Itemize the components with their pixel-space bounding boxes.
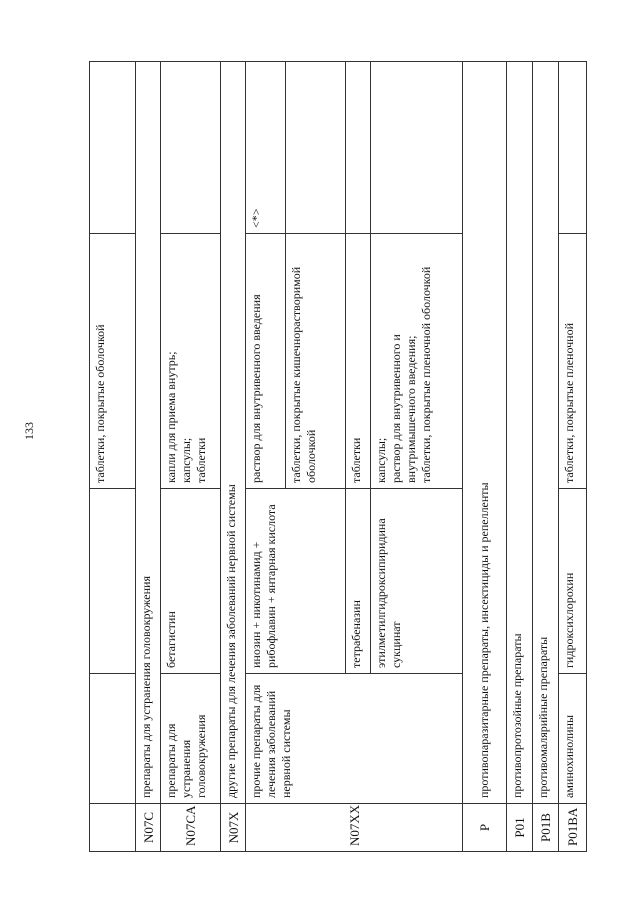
table-row bbox=[463, 62, 507, 852]
table-row bbox=[136, 62, 161, 852]
table-row bbox=[246, 62, 286, 852]
note bbox=[371, 62, 463, 234]
drug-name: этилметилгидроксипиридина сукцинат bbox=[371, 489, 463, 674]
group-name bbox=[90, 674, 136, 804]
atc-code: P bbox=[463, 804, 507, 852]
group-title: противопротозойные препараты bbox=[507, 62, 533, 804]
atc-code: N07XX bbox=[246, 804, 463, 852]
group-name: препараты для устранения головокружения bbox=[161, 674, 221, 804]
drug-name bbox=[90, 489, 136, 674]
note bbox=[161, 62, 221, 234]
note bbox=[90, 62, 136, 234]
page-number: 133 bbox=[22, 422, 36, 440]
note: <*> bbox=[246, 62, 286, 234]
drug-table bbox=[89, 61, 587, 852]
table-row bbox=[533, 62, 559, 852]
note bbox=[559, 62, 587, 234]
table-row bbox=[221, 62, 246, 852]
drug-name: бетагистин bbox=[161, 489, 221, 674]
dosage-form: таблетки, покрытые кишечнорастворимой оболочкой bbox=[286, 234, 346, 489]
dosage-form: таблетки, покрытые пленочной bbox=[559, 234, 587, 489]
drug-name: инозин + никотинамид + рибофлавин + янтарная кислота bbox=[246, 489, 346, 674]
drug-name: тетрабеназин bbox=[346, 489, 371, 674]
atc-code: P01BA bbox=[559, 804, 587, 852]
group-title: препараты для устранения головокружения bbox=[136, 62, 161, 804]
atc-code bbox=[90, 804, 136, 852]
dosage-form: капли для приема внутрь; капсулы; таблетки bbox=[161, 234, 221, 489]
group-name: прочие препараты для лечения заболеваний нервной системы bbox=[246, 674, 463, 804]
table-row bbox=[507, 62, 533, 852]
dosage-form: таблетки, покрытые оболочкой bbox=[90, 234, 136, 489]
dosage-form: таблетки bbox=[346, 234, 371, 489]
drug-name: гидроксихлорохин bbox=[559, 489, 587, 674]
rotated-table-container bbox=[89, 62, 595, 852]
atc-code: N07C bbox=[136, 804, 161, 852]
group-name: аминохинолины bbox=[559, 674, 587, 804]
group-title: противопаразитарные препараты, инсектициды и репелленты bbox=[463, 62, 507, 804]
atc-code: P01 bbox=[507, 804, 533, 852]
atc-code: N07CA bbox=[161, 804, 221, 852]
group-title: другие препараты для лечения заболеваний нервной системы bbox=[221, 62, 246, 804]
note bbox=[286, 62, 346, 234]
table-row bbox=[161, 62, 221, 852]
table-row bbox=[90, 62, 136, 852]
atc-code: N07X bbox=[221, 804, 246, 852]
atc-code: P01B bbox=[533, 804, 559, 852]
group-title: противомалярийные препараты bbox=[533, 62, 559, 804]
note bbox=[346, 62, 371, 234]
table-row bbox=[559, 62, 587, 852]
dosage-form: капсулы; раствор для внутривенного и внутримышечного введения; таблетки, покрытые пленочной оболочкой bbox=[371, 234, 463, 489]
dosage-form: раствор для внутривенного введения bbox=[246, 234, 286, 489]
